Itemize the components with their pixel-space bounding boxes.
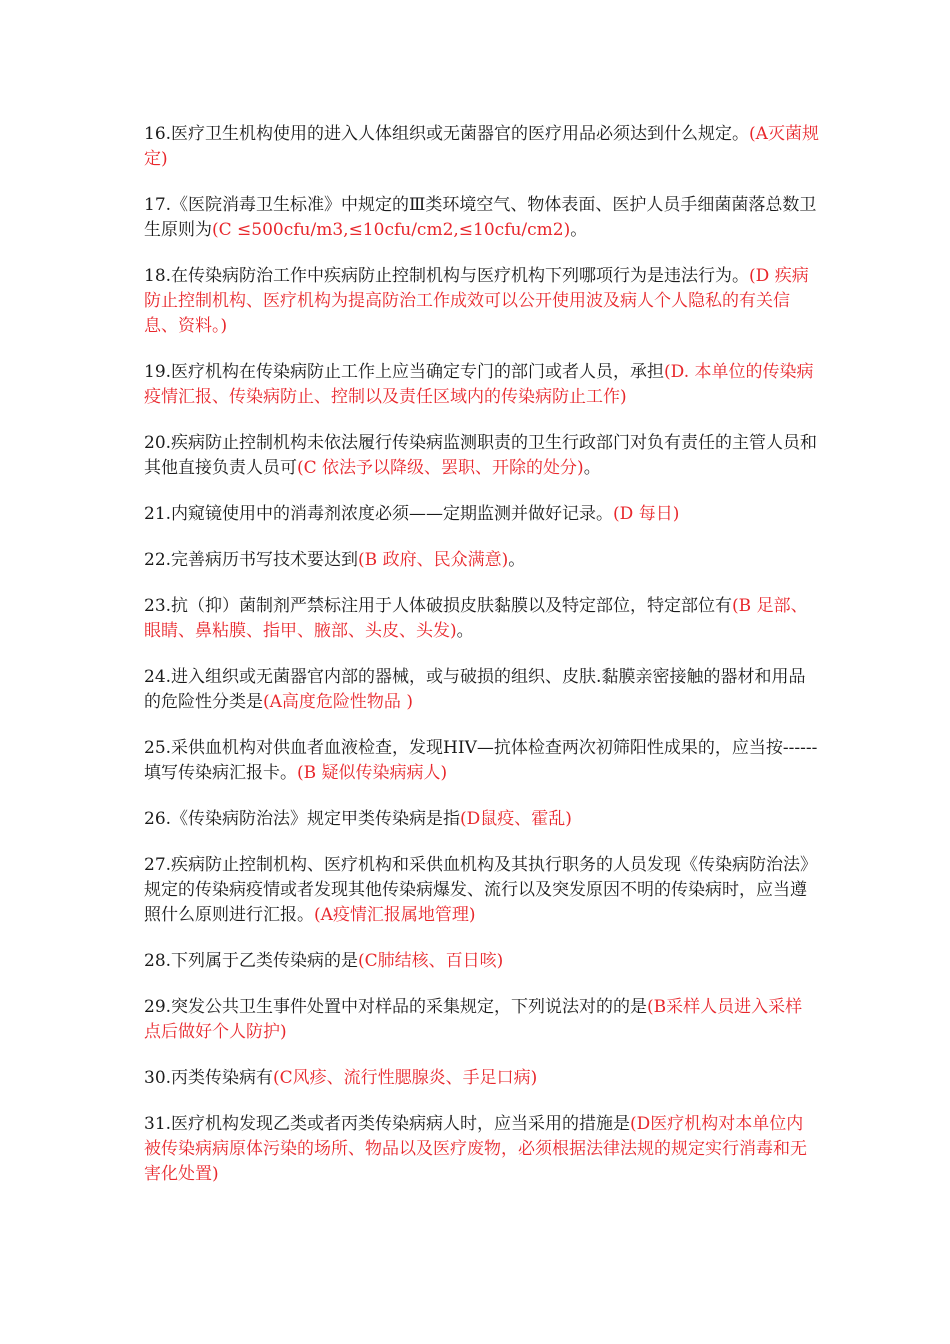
- answer-text: (B 疑似传染病病人): [297, 763, 448, 783]
- question-20: [144, 431, 819, 481]
- answer-text: (D 每日): [613, 504, 680, 524]
- answer-text: (C风疹、流行性腮腺炎、手足口病): [273, 1068, 538, 1088]
- question-23: [144, 594, 819, 644]
- answer-text: (C ≤500cfu/m3,≤10cfu/cm2,≤10cfu/cm2): [212, 220, 571, 240]
- question-text: 31.医疗机构发现乙类或者丙类传染病病人时，应当采用的措施是: [144, 1114, 631, 1134]
- answer-text: (B 政府、民众满意): [358, 550, 509, 570]
- answer-text: (D医疗机构对本单位内被传染病病原体污染的场所、物品以及医疗废物，必须根据法律法规的规定实行消毒和无害化处置): [144, 1114, 807, 1184]
- answer-text: (C 依法予以降级、罢职、开除的处分): [297, 458, 584, 478]
- question-text: 25.采供血机构对供血者血液检查，发现HIV—抗体检查两次初筛阳性成果的，应当按------填写传染病汇报卡。: [144, 738, 818, 783]
- question-text: 28.下列属于乙类传染病的是: [144, 951, 359, 971]
- answer-text: (D鼠疫、霍乱): [460, 809, 572, 829]
- question-24: [144, 665, 819, 715]
- question-text: 17.《医院消毒卫生标准》中规定的Ⅲ类环境空气、物体表面、医护人员手细菌菌落总数卫生原则为: [144, 195, 817, 240]
- answer-text: (A灭菌规定): [144, 124, 819, 169]
- question-28: [144, 949, 819, 974]
- question-text: 18.在传染病防治工作中疾病防止控制机构与医疗机构下列哪项行为是违法行为。: [144, 266, 750, 286]
- answer-text: (D 疾病防止控制机构、医疗机构为提高防治工作成效可以公开使用波及病人个人隐私的有关信息、资料。): [144, 266, 809, 336]
- answer-text: (B采样人员进入采样点后做好个人防护): [144, 997, 803, 1042]
- question-text: 22.完善病历书写技术要达到: [144, 550, 359, 570]
- answer-text: (D. 本单位的传染病疫情汇报、传染病防止、控制以及责任区域内的传染病防止工作): [144, 362, 814, 407]
- answer-text: (A高度危险性物品 ): [263, 692, 413, 712]
- question-25: [144, 736, 819, 786]
- question-tail: 。: [583, 458, 601, 478]
- question-31: [144, 1112, 819, 1187]
- question-text: 16.医疗卫生机构使用的进入人体组织或无菌器官的医疗用品必须达到什么规定。: [144, 124, 750, 144]
- question-16: [144, 122, 819, 172]
- question-text: 19.医疗机构在传染病防止工作上应当确定专门的部门或者人员，承担: [144, 362, 665, 382]
- question-text: 30.丙类传染病有: [144, 1068, 274, 1088]
- question-18: [144, 264, 819, 339]
- document-page: [144, 122, 819, 1208]
- answer-text: (A疫情汇报属地管理): [314, 905, 476, 925]
- question-tail: 。: [456, 621, 474, 641]
- answer-text: (C肺结核、百日咳): [358, 951, 504, 971]
- question-text: 23.抗（抑）菌制剂严禁标注用于人体破损皮肤黏膜以及特定部位，特定部位有: [144, 596, 733, 616]
- question-text: 26.《传染病防治法》规定甲类传染病是指: [144, 809, 461, 829]
- question-text: 24.进入组织或无菌器官内部的器械，或与破损的组织、皮肤.黏膜亲密接触的器材和用品的危险性分类是: [144, 667, 806, 712]
- question-text: 29.突发公共卫生事件处置中对样品的采集规定，下列说法对的的是: [144, 997, 648, 1017]
- question-text: 27.疾病防止控制机构、医疗机构和采供血机构及其执行职务的人员发现《传染病防治法》规定的传染病疫情或者发现其他传染病爆发、流行以及突发原因不明的传染病时，应当遵照什么原则进行汇报。: [144, 855, 818, 925]
- question-17: [144, 193, 819, 243]
- question-19: [144, 360, 819, 410]
- question-tail: 。: [570, 220, 588, 240]
- question-27: [144, 853, 819, 928]
- question-26: [144, 807, 819, 832]
- question-text: 20.疾病防止控制机构未依法履行传染病监测职责的卫生行政部门对负有责任的主管人员和其他直接负责人员可: [144, 433, 818, 478]
- question-text: 21.内窥镜使用中的消毒剂浓度必须——定期监测并做好记录。: [144, 504, 614, 524]
- question-21: [144, 502, 819, 527]
- question-29: [144, 995, 819, 1045]
- question-30: [144, 1066, 819, 1091]
- question-tail: 。: [508, 550, 526, 570]
- answer-text: (B 足部、眼睛、鼻粘膜、指甲、腋部、头皮、头发): [144, 596, 808, 641]
- question-22: [144, 548, 819, 573]
